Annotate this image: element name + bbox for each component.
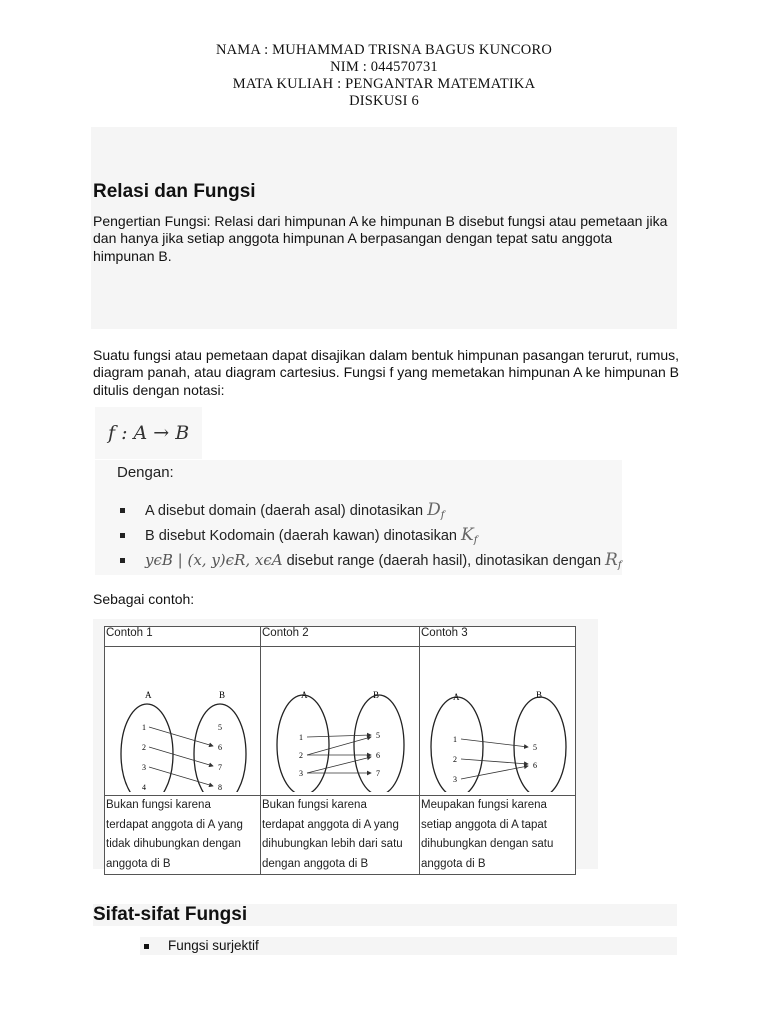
sifat-item-label: Fungsi surjektif bbox=[168, 938, 259, 953]
set-a-oval bbox=[121, 704, 173, 792]
codomain-text: B disebut Kodomain (daerah kawan) dinotasikan bbox=[145, 528, 461, 544]
document-header bbox=[0, 42, 768, 110]
element: 1 bbox=[453, 735, 457, 744]
example-description-1 bbox=[105, 796, 261, 875]
description-line: terdapat anggota di A yang bbox=[106, 818, 243, 831]
examples-table bbox=[104, 626, 576, 875]
example-description-2 bbox=[261, 796, 420, 875]
section-title-sifat: Sifat-sifat Fungsi bbox=[93, 904, 677, 926]
element: 5 bbox=[376, 731, 380, 740]
example-diagram-cell-3 bbox=[420, 647, 576, 796]
description-line: anggota di B bbox=[106, 857, 171, 870]
codomain-subscript: f bbox=[473, 535, 478, 546]
mapping-arrow bbox=[149, 747, 213, 766]
example-description-3 bbox=[420, 796, 576, 875]
example-diagram-cell-2 bbox=[261, 647, 420, 796]
mapping-arrow bbox=[307, 757, 371, 773]
element: 2 bbox=[142, 743, 146, 752]
course-name: MATA KULIAH : PENGANTAR MATEMATIKA bbox=[232, 76, 536, 92]
set-a-oval bbox=[431, 697, 483, 792]
domain-symbol: D bbox=[427, 500, 441, 520]
set-a-oval bbox=[277, 695, 329, 792]
mapping-arrow bbox=[461, 759, 528, 764]
description-line: Bukan fungsi karena bbox=[262, 799, 367, 811]
bullet-square-icon bbox=[144, 944, 149, 949]
set-b-label: B bbox=[219, 690, 226, 700]
example-header-1: Contoh 1 bbox=[105, 627, 261, 647]
range-item bbox=[117, 548, 622, 573]
arrow-diagram-2 bbox=[261, 647, 418, 792]
range-text: disebut range (daerah hasil), dinotasikan dengan bbox=[282, 553, 606, 569]
description-line: dihubungkan lebih dari satu bbox=[262, 838, 403, 850]
student-name: NAMA : MUHAMMAD TRISNA BAGUS KUNCORO bbox=[215, 42, 553, 58]
set-b-label: B bbox=[373, 690, 380, 700]
example-diagram-cell-1 bbox=[105, 647, 261, 796]
element: 7 bbox=[218, 763, 222, 772]
element: 3 bbox=[453, 775, 457, 784]
element: 5 bbox=[218, 723, 222, 732]
set-a-label: A bbox=[453, 692, 460, 702]
element: 1 bbox=[299, 733, 303, 742]
domain-subscript: f bbox=[440, 510, 445, 521]
range-subscript: f bbox=[617, 560, 622, 571]
description-line: Bukan fungsi karena bbox=[106, 799, 211, 811]
element: 6 bbox=[218, 743, 222, 752]
dengan-title: Dengan: bbox=[117, 464, 174, 481]
element: 8 bbox=[218, 783, 222, 792]
description-line: setiap anggota di A tapat bbox=[421, 818, 547, 831]
element: 6 bbox=[376, 751, 380, 760]
element: 2 bbox=[299, 751, 303, 760]
element: 5 bbox=[533, 743, 537, 752]
example-header-3: Contoh 3 bbox=[420, 627, 576, 647]
element: 7 bbox=[376, 769, 380, 778]
dengan-box bbox=[95, 460, 622, 575]
codomain-symbol: K bbox=[460, 525, 474, 545]
discussion-number: DISKUSI 6 bbox=[349, 93, 419, 109]
description-line: dengan anggota di B bbox=[262, 857, 369, 870]
domain-item bbox=[117, 498, 622, 523]
dengan-list bbox=[117, 498, 622, 573]
element: 1 bbox=[142, 723, 146, 732]
description-line: dihubungkan dengan satu bbox=[421, 838, 554, 850]
function-notation: f : A → B bbox=[95, 407, 202, 459]
arrow-diagram-1 bbox=[105, 647, 259, 792]
element: 4 bbox=[142, 783, 146, 792]
element: 2 bbox=[453, 755, 457, 764]
range-symbol: R bbox=[605, 550, 618, 570]
set-a-label: A bbox=[145, 690, 152, 700]
mapping-arrow bbox=[307, 735, 371, 737]
codomain-item bbox=[117, 523, 622, 548]
mapping-arrow bbox=[149, 727, 213, 746]
mapping-arrow bbox=[149, 767, 213, 786]
element: 3 bbox=[142, 763, 146, 772]
intro-paragraph: Suatu fungsi atau pemetaan dapat disajikan dalam bentuk himpunan pasangan terurut, rumus, diagram panah, atau diagram cartesius. Fungsi f yang memetakan himpunan A ke himpunan B ditulis dengan notasi: bbox=[93, 347, 680, 398]
section-title-relasi: Relasi dan Fungsi bbox=[93, 181, 256, 202]
domain-text: A disebut domain (daerah asal) dinotasikan bbox=[145, 503, 428, 519]
sifat-list-item bbox=[140, 937, 677, 955]
description-line: anggota di B bbox=[421, 857, 486, 870]
range-formula: yϵB | (x, y)ϵR, xϵA bbox=[145, 551, 283, 569]
arrow-diagram-3 bbox=[420, 647, 574, 792]
mapping-arrow bbox=[461, 739, 528, 747]
mapping-arrow bbox=[307, 737, 371, 755]
set-b-oval bbox=[514, 697, 566, 792]
function-definition: Pengertian Fungsi: Relasi dari himpunan A ke himpunan B disebut fungsi atau pemetaan jika dan hanya jika setiap anggota himpunan A berpasangan dengan tepat satu anggota himpunan B. bbox=[93, 213, 668, 264]
description-line: tidak dihubungkan dengan bbox=[106, 838, 241, 850]
example-label: Sebagai contoh: bbox=[93, 591, 195, 607]
description-line: terdapat anggota di A yang bbox=[262, 818, 399, 831]
set-a-label: A bbox=[301, 690, 308, 700]
set-b-label: B bbox=[536, 690, 543, 700]
example-header-2: Contoh 2 bbox=[261, 627, 420, 647]
student-nim: NIM : 044570731 bbox=[330, 59, 438, 75]
description-line: Meupakan fungsi karena bbox=[421, 799, 547, 811]
element: 6 bbox=[533, 761, 537, 770]
element: 3 bbox=[299, 769, 303, 778]
